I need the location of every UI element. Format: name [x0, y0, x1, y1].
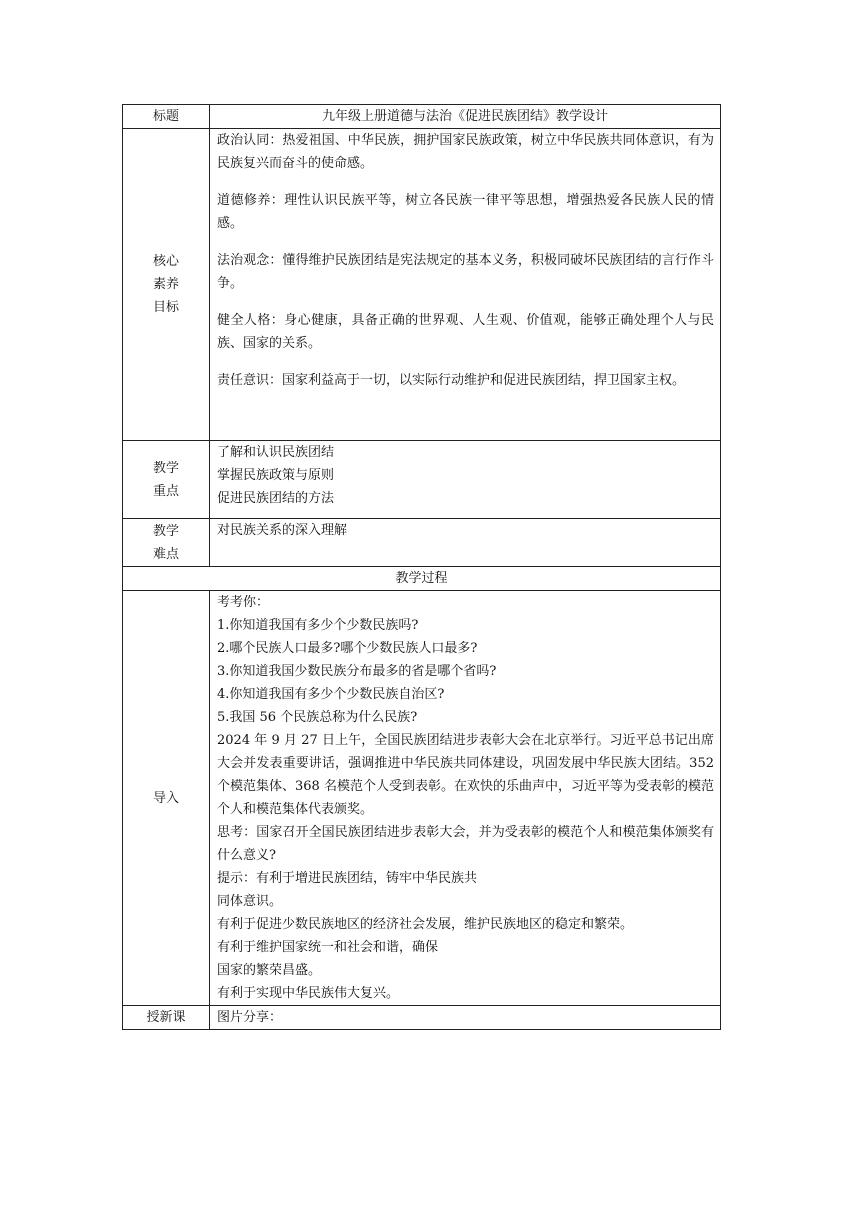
key-points-label: 教学 重点: [152, 460, 179, 499]
goals-row: [123, 129, 721, 441]
quiz-line: 3.你知道我国少数民族分布最多的省是哪个省吗?: [217, 664, 497, 679]
goal-paragraph: 道德修养：理性认识民族平等，树立各民族一律平等思想，增强热爱各民族人民的情感。: [217, 193, 714, 231]
key-point-item: 了解和认识民族团结: [217, 445, 335, 460]
new-lesson-row: [123, 1006, 721, 1030]
question-paragraph: 思考：国家召开全国民族团结进步表彰大会，并为受表彰的模范个人和模范集体颁奖有什么意义?: [217, 825, 714, 863]
goal-paragraph: 健全人格：身心健康，具备正确的世界观、人生观、价值观，能够正确处理个人与民族、国家的关系。: [217, 313, 714, 351]
key-point-item: 掌握民族政策与原则: [217, 468, 335, 483]
row-label: [123, 591, 210, 1006]
goal-paragraph: 责任意识：国家利益高于一切，以实际行动维护和促进民族团结，捍卫国家主权。: [217, 373, 686, 388]
goal-paragraph: 政治认同：热爱祖国、中华民族，拥护国家民族政策，树立中华民族共同体意识，有为民族复兴而奋斗的使命感。: [217, 133, 714, 171]
new-lesson-label: 授新课: [146, 1010, 186, 1025]
title-label: 标题: [152, 109, 179, 124]
quiz-line: 4.你知道我国有多少个少数民族自治区?: [217, 687, 445, 702]
lesson-plan-table: [122, 104, 721, 1030]
row-label: [123, 441, 210, 519]
hint-line: 提示：有利于增进民族团结，铸牢中华民族共: [217, 871, 478, 886]
goals-content: [210, 129, 721, 441]
quiz-line: 2.哪个民族人口最多?哪个少数民族人口最多?: [217, 641, 478, 656]
new-lesson-content: 图片分享：: [210, 1006, 721, 1030]
intro-label: 导入: [152, 790, 179, 806]
difficulty-label: 教学 难点: [152, 523, 179, 562]
intro-row: [123, 591, 721, 1006]
goal-paragraph: 法治观念：懂得维护民族团结是宪法规定的基本义务，积极同破坏民族团结的言行作斗争。: [217, 253, 714, 291]
document-title: 九年级上册道德与法治《促进民族团结》教学设计: [210, 105, 721, 129]
row-label: [123, 519, 210, 567]
difficulty-content: 对民族关系的深入理解: [210, 519, 721, 567]
difficulty-row: [123, 519, 721, 567]
hint-line: 有利于实现中华民族伟大复兴。: [217, 986, 400, 1001]
hint-line: 国家的繁荣昌盛。: [217, 963, 322, 978]
row-label: [123, 105, 210, 129]
process-heading: 教学过程: [123, 567, 721, 591]
hint-line: 有利于促进少数民族地区的经济社会发展，维护民族地区的稳定和繁荣。: [217, 917, 634, 932]
hint-line: 同体意识。: [217, 894, 283, 909]
quiz-line: 5.我国 56 个民族总称为什么民族?: [217, 710, 418, 725]
quiz-line: 考考你：: [217, 595, 270, 610]
title-row: [123, 105, 721, 129]
news-paragraph: 2024 年 9 月 27 日上午，全国民族团结进步表彰大会在北京举行。习近平总书记出席大会并发表重要讲话，强调推进中华民族共同体建设，巩固发展中华民族大团结。352 个模范集体、368 名模范个人受到表彰。在欢快的乐曲声中，习近平等为受表彰的模范个人和模范集体代表颁奖。: [217, 733, 714, 817]
intro-content: [210, 591, 721, 1006]
process-heading-row: [123, 567, 721, 591]
quiz-line: 1.你知道我国有多少个少数民族吗?: [217, 618, 419, 633]
row-label: [123, 1006, 210, 1030]
goals-label: 核心 素养 目标: [152, 254, 179, 315]
hint-line: 有利于维护国家统一和社会和谐，确保: [217, 940, 439, 955]
key-points-row: [123, 441, 721, 519]
row-label: [123, 129, 210, 441]
key-points-content: [210, 441, 721, 519]
key-point-item: 促进民族团结的方法: [217, 491, 335, 506]
